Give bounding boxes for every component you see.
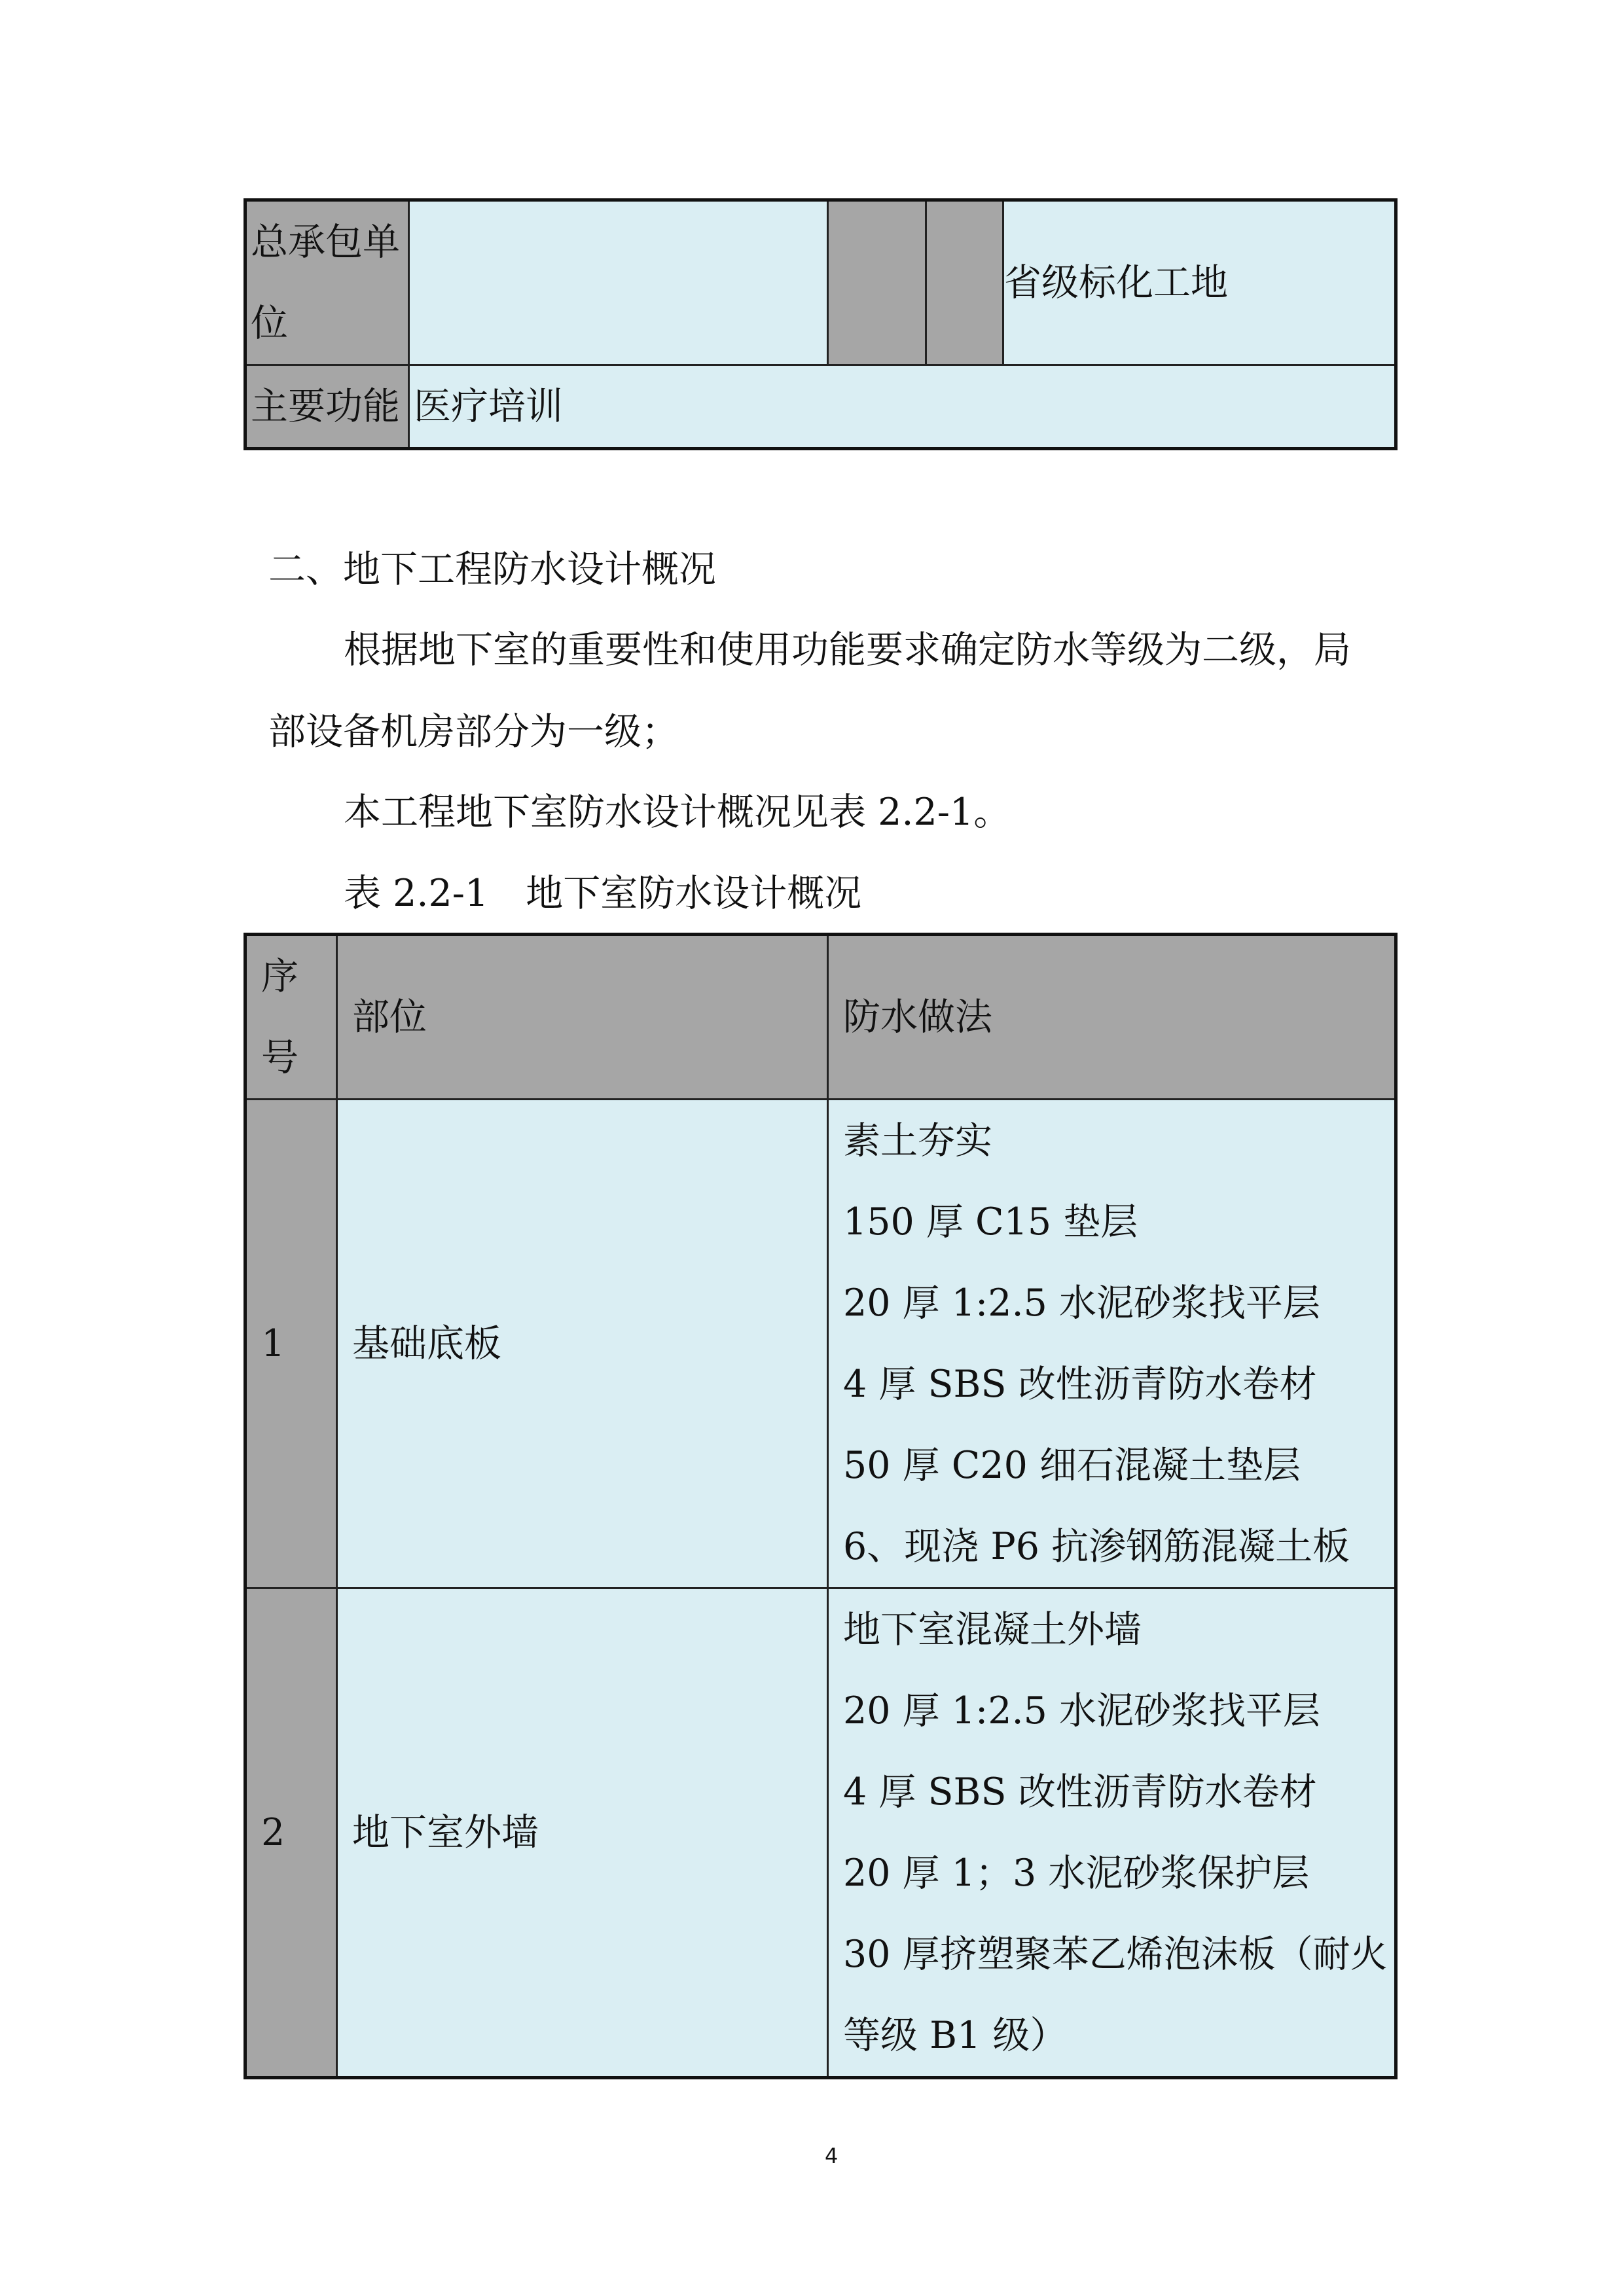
row-no: 1	[245, 1100, 337, 1588]
main-function-label: 主要功能	[245, 365, 409, 449]
section-heading: 二、地下工程防水设计概况	[268, 548, 716, 591]
method-layer: 20 厚 1；3 水泥砂浆保护层	[843, 1852, 1310, 1895]
header-method: 防水做法	[828, 935, 1396, 1100]
row-method	[828, 1588, 1396, 2078]
table-row	[245, 365, 1396, 449]
row-method	[828, 1100, 1396, 1588]
general-contractor-label	[245, 200, 409, 365]
table-caption: 表 2.2-1 地下室防水设计概况	[344, 872, 862, 915]
method-layer: 素土夯实	[843, 1119, 992, 1162]
table-row	[245, 200, 1396, 365]
blank-gray-cell	[828, 200, 926, 365]
paragraph-line: 根据地下室的重要性和使用功能要求确定防水等级为二级，局	[344, 628, 1351, 672]
row-part: 地下室外墙	[337, 1588, 828, 2078]
table-row	[245, 1588, 1396, 2078]
main-function-value: 医疗培训	[409, 365, 1396, 449]
method-layer: 150 厚 C15 垫层	[843, 1200, 1138, 1244]
method-layer: 6、现浇 P6 抗渗钢筋混凝土板	[843, 1525, 1350, 1568]
label-line: 总承包单	[251, 221, 400, 264]
paragraph-line: 部设备机房部分为一级；	[268, 710, 679, 753]
header-part: 部位	[337, 935, 828, 1100]
header-no-line: 号	[261, 1036, 298, 1079]
label-line: 位	[251, 302, 288, 345]
blank-gray-cell	[926, 200, 1003, 365]
table-row	[245, 1100, 1396, 1588]
project-info-table	[244, 198, 1398, 450]
method-layer: 30 厚挤塑聚苯乙烯泡沫板（耐火	[843, 1933, 1388, 1976]
row-part: 基础底板	[337, 1100, 828, 1588]
header-no	[245, 935, 337, 1100]
table-header-row	[245, 935, 1396, 1100]
paragraph: 本工程地下室防水设计概况见表 2.2-1。	[344, 791, 1011, 834]
award-cell: 省级标化工地	[1003, 200, 1396, 365]
method-layer: 20 厚 1:2.5 水泥砂浆找平层	[843, 1689, 1321, 1732]
method-layer: 地下室混凝土外墙	[843, 1608, 1142, 1651]
waterproof-design-table	[244, 933, 1398, 2079]
method-layer: 4 厚 SBS 改性沥青防水卷材	[843, 1363, 1317, 1406]
method-layer: 等级 B1 级）	[843, 2014, 1068, 2057]
method-layer: 20 厚 1:2.5 水泥砂浆找平层	[843, 1282, 1321, 1325]
general-contractor-value	[409, 200, 828, 365]
row-no: 2	[245, 1588, 337, 2078]
header-no-line: 序	[261, 955, 298, 998]
method-layer: 50 厚 C20 细石混凝土垫层	[843, 1444, 1301, 1487]
method-layer: 4 厚 SBS 改性沥青防水卷材	[843, 1770, 1317, 1814]
page-number: 4	[825, 2144, 839, 2168]
